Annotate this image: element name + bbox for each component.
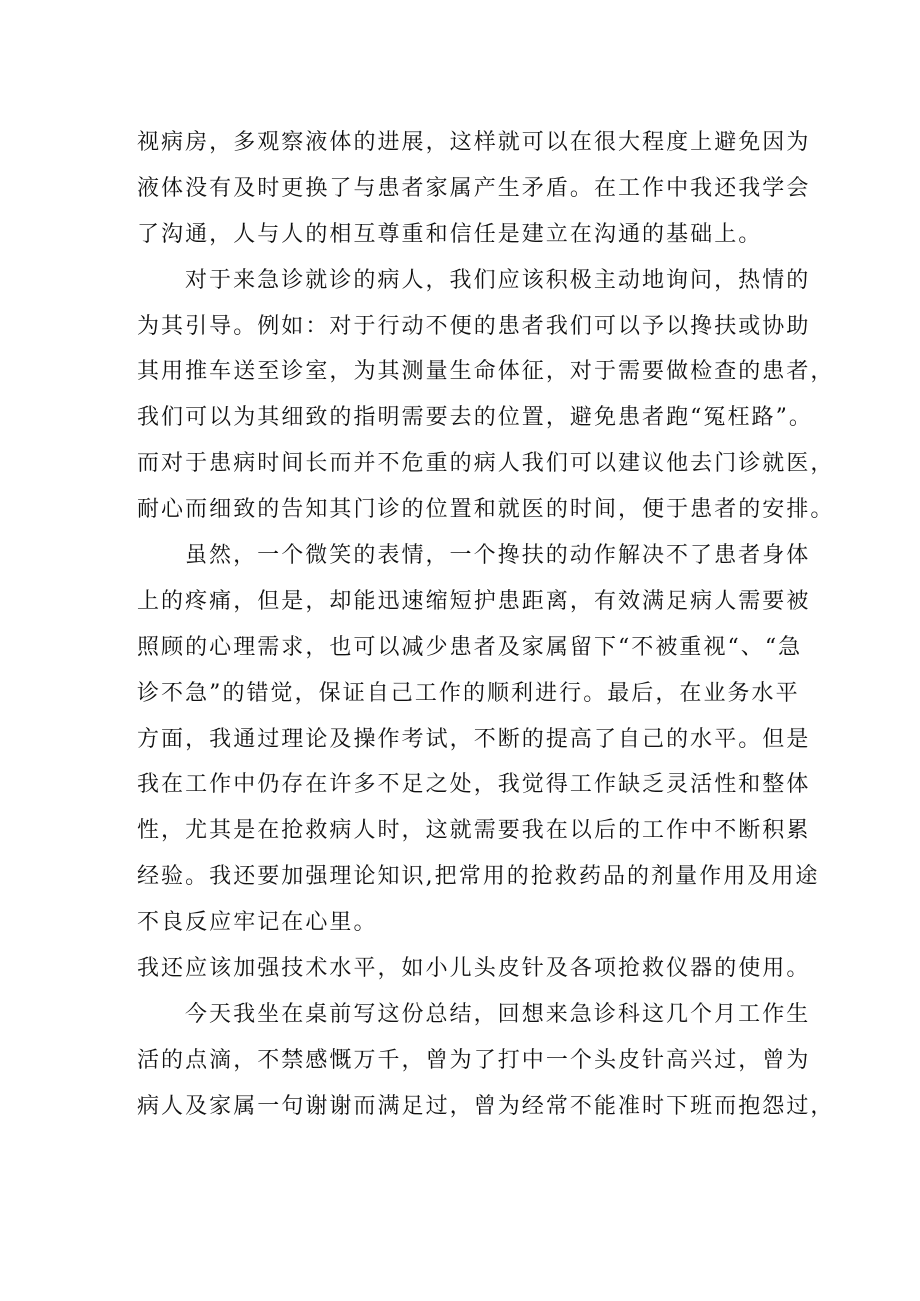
text-line: 不良反应牢记在心里。 [137,910,378,936]
text-line: 经验。我还要加强理论知识,把常用的抢救药品的剂量作用及用途 [137,864,820,890]
text-line: 诊不急”的错觉，保证自己工作的顺利进行。最后，在业务水平 [137,680,800,706]
text-line: 性，尤其是在抢救病人时，这就需要我在以后的工作中不断积累 [137,818,811,844]
text-line: 其用推车送至诊室，为其测量生命体征，对于需要做检查的患者， [137,359,835,385]
text-line: 我们可以为其细致的指明需要去的位置，避免患者跑“冤枉路”。 [137,405,813,431]
text-line: 视病房，多观察液体的进展，这样就可以在很大程度上避免因为 [137,130,811,155]
text-line: 照顾的心理需求，也可以减少患者及家属留下“不被重视“、“急 [137,634,803,660]
text-line: 液体没有及时更换了与患者家属产生矛盾。在工作中我还我学会 [137,175,811,201]
text-line: 上的疼痛，但是，却能迅速缩短护患距离，有效满足病人需要被 [137,588,811,614]
text-line: 耐心而细致的告知其门诊的位置和就医的时间，便于患者的安排。 [137,497,835,523]
text-line: 活的点滴，不禁感慨万千，曾为了打中一个头皮针高兴过，曾为 [137,1047,811,1073]
paragraph-start-line: 今天我坐在桌前写这份总结，回想来急诊科这几个月工作生 [185,1001,811,1027]
text-line: 而对于患病时间长而并不危重的病人我们可以建议他去门诊就医， [137,451,835,477]
text-line: 了沟通，人与人的相互尊重和信任是建立在沟通的基础上。 [137,221,763,247]
text-line: 我在工作中仍存在许多不足之处，我觉得工作缺乏灵活性和整体 [137,772,811,798]
paragraph-start-line: 对于来急诊就诊的病人，我们应该积极主动地询问，热情的 [185,267,811,293]
text-line: 我还应该加强技术水平，如小儿头皮针及各项抢救仪器的使用。 [137,956,811,982]
text-line: 病人及家属一句谢谢而满足过，曾为经常不能准时下班而抱怨过， [137,1093,835,1119]
paragraph-start-line: 虽然，一个微笑的表情，一个搀扶的动作解决不了患者身体 [185,543,811,569]
text-line: 为其引导。例如：对于行动不便的患者我们可以予以搀扶或协助 [137,313,811,339]
text-line: 方面，我通过理论及操作考试，不断的提高了自己的水平。但是 [137,726,811,752]
document-body [137,120,835,1130]
